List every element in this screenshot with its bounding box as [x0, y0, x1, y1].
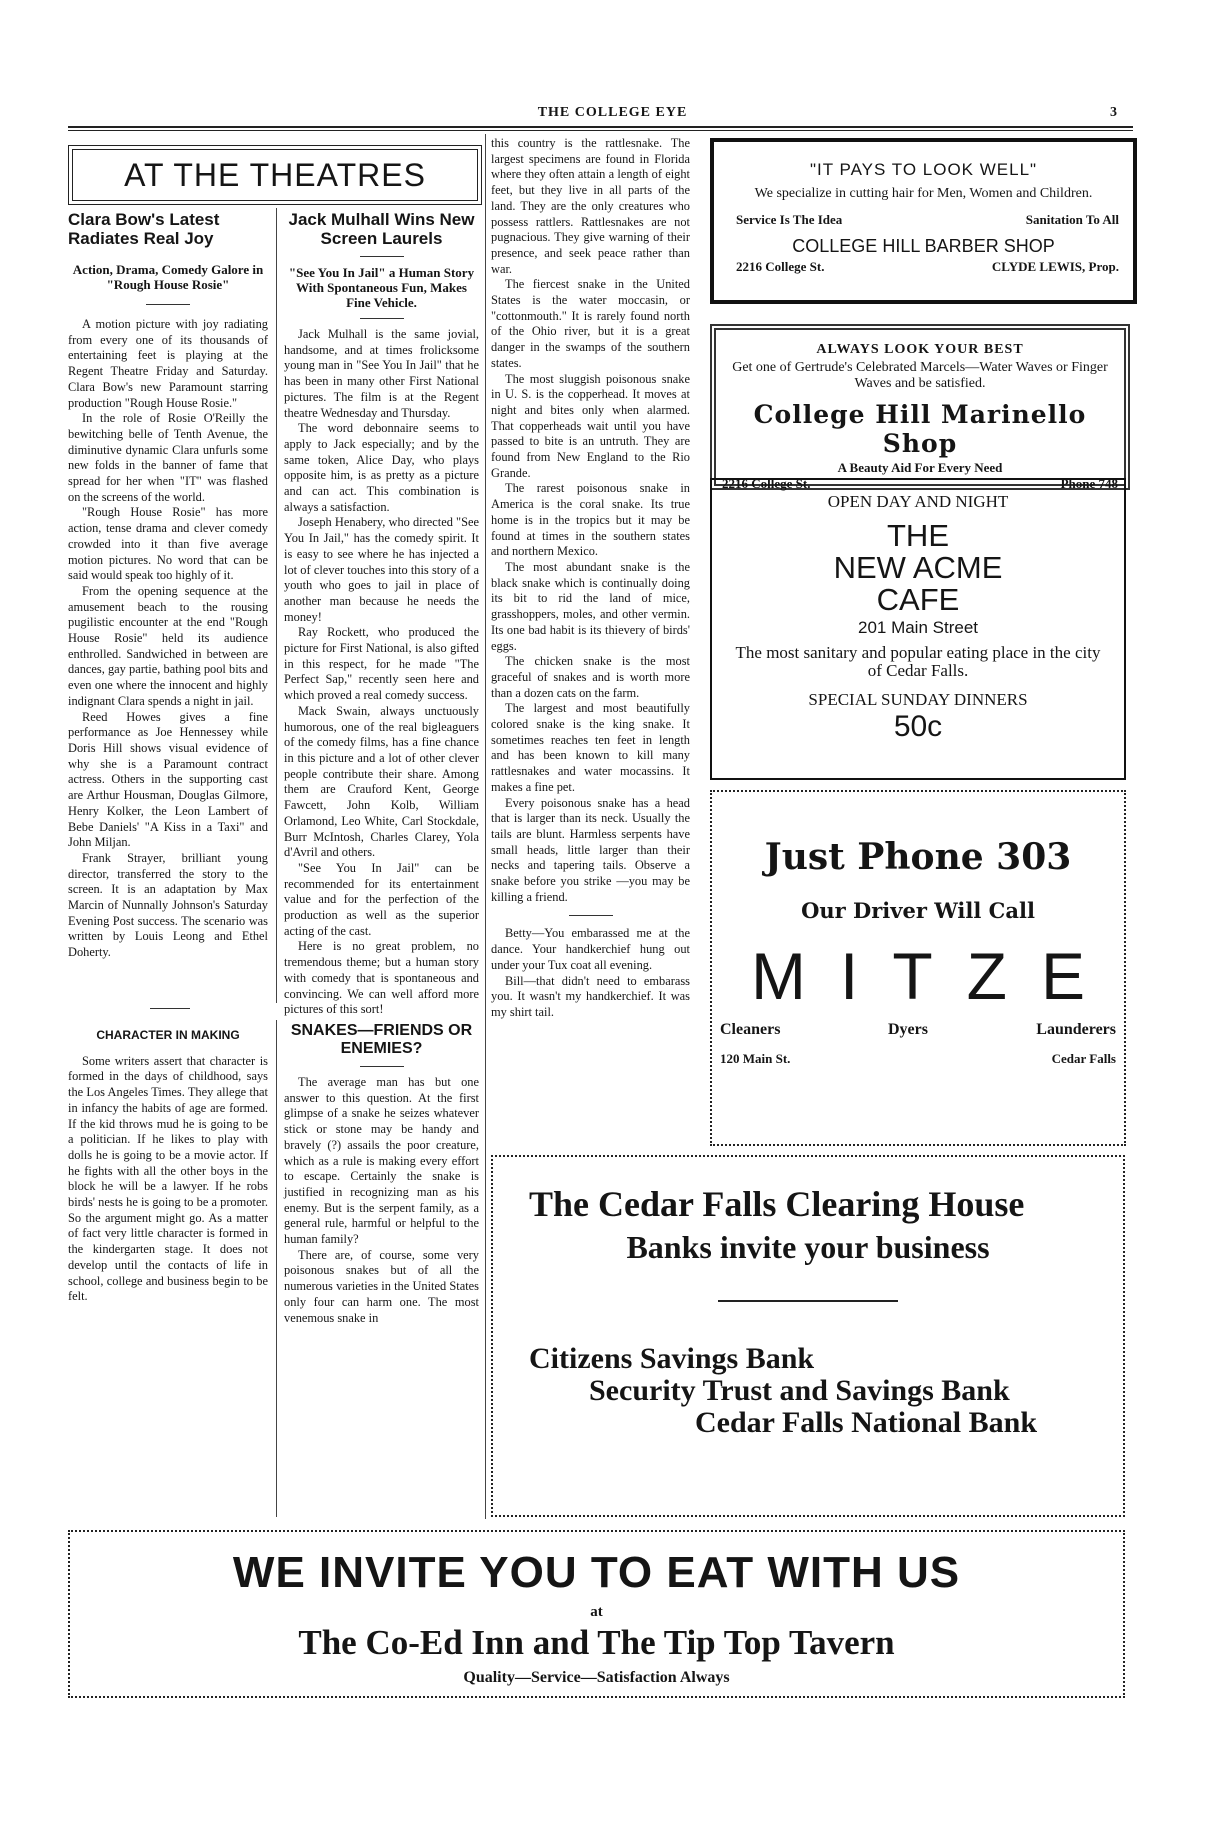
divider: [360, 256, 404, 257]
mitze-driver: Our Driver Will Call: [801, 898, 1035, 923]
mitze-cleaners: Cleaners: [720, 1021, 781, 1038]
snakes-paragraph: The most abundant snake is the black snake which is continually doing its bit to rid the land of mice, grasshoppers, moles, and other vermin. Its one bad habit is its thievery of birds' eggs.: [491, 559, 690, 653]
mulhall-headline: Jack Mulhall Wins New Screen Laurels: [288, 210, 475, 248]
bank-name: Security Trust and Savings Bank: [589, 1374, 1010, 1407]
character-paragraph: Some writers assert that character is formed in the days of childhood, says the Los Angeles Times. They allege that in infancy the habits of age are formed. If the kid throws mud he is going to be a politician. If he likes to play with dolls he is going to be a movie actor. If he fights with all the other boys in the block he will be a lawyer. If he robs birds' nests he is going to be a promoter. So the argument might go. As a matter of fact very little character is formed in the kindergarten stage. It does not develop until the contacts of life in school, college and business begin to be felt.: [68, 1053, 268, 1304]
divider: [360, 1066, 404, 1067]
barber-line: We specialize in cutting hair for Men, Women and Children.: [754, 186, 1093, 201]
acme-price: 50c: [893, 710, 943, 743]
barber-owner: CLYDE LEWIS, Prop.: [991, 259, 1119, 274]
acme-the: THE: [887, 518, 949, 553]
bill-line: Bill—that didn't need to embarass you. It wasn't my handkerchief. It was my shirt tail.: [491, 973, 690, 1019]
column-rule: [485, 134, 486, 1519]
mulhall-paragraph: Jack Mulhall is the same jovial, handsome, and at times frolicksome young man in "See You In Jail" that he has been in many other First National pictures. The film is at the Regent theatre Wednesday and Thursday.: [284, 327, 479, 420]
snakes-paragraph: this country is the rattlesnake. The largest specimens are found in Florida where they often attain a length of eight feet, but they live in all parts of the land. They are the only creatures who possess rattlers. Rattlesnakes are not pugnacious. They give warning of their presence, and seek peace rather than war.: [491, 136, 690, 276]
clara-bow-article: [68, 210, 268, 961]
barber-name: COLLEGE HILL BARBER SHOP: [792, 236, 1055, 256]
mulhall-paragraph: The word debonnaire seems to apply to Jack especially; and by the same token, Alice Day, who plays opposite him, is as pretty as a picture and can act. This combination is always a satisfaction.: [284, 421, 479, 514]
mitze-city: Cedar Falls: [1051, 1051, 1116, 1066]
acme-top: OPEN DAY AND NIGHT: [827, 492, 1009, 511]
barber-left: Service Is The Idea: [736, 212, 843, 227]
character-article: [68, 1028, 268, 1305]
betty-line: Betty—You embarassed me at the dance. Your handkerchief hung out under your Tux coat all evening.: [491, 926, 690, 972]
mitze-address: 120 Main St.: [720, 1051, 791, 1066]
coed-line1: WE INVITE YOU TO EAT WITH US: [232, 1548, 961, 1597]
banks-ad: [491, 1155, 1125, 1517]
snakes-paragraph: The largest and most beautifully colored snake is the king snake. It sometimes reaches ten feet in length and has been known to kill many rattlesnakes and water mocassins. It makes a fine pet.: [491, 701, 690, 794]
mulhall-paragraph: "See You In Jail" can be recommended for its entertainment value and for the perfection of the production as well as the superior acting of the cast.: [284, 860, 479, 938]
snakes-paragraph: There are, of course, some very poisonous snakes but of all the numerous varieties in the United States only four can harm one. The most venemous snake in: [284, 1247, 479, 1325]
page-header: [0, 105, 1225, 127]
header-rule-thin: [68, 130, 1133, 131]
marinello-ad: [710, 324, 1130, 490]
snakes-article: [284, 1022, 479, 1326]
clara-paragraph: "Rough House Rosie" has more action, tense drama and clever comedy crowded into it than five average motion pictures. No word that can be said would speak too highly of it.: [68, 505, 268, 583]
mulhall-paragraph: Here is no great problem, no tremendous theme; but a human story with comedy that is spontaneous and convincing. We can well afford more pictures of this sort!: [284, 939, 479, 1017]
theatres-banner: [68, 145, 482, 205]
snakes-paragraph: Every poisonous snake has a head that is larger than its neck. Usually the tails are blunt. Harmless serpents have small heads, little larger than their necks and tapering tails. Observe a snake before you strike —you may be killing a friend.: [491, 795, 690, 904]
divider: [150, 1008, 190, 1009]
barber-address: 2216 College St.: [736, 259, 825, 274]
acme-cafe: CAFE: [876, 582, 960, 617]
marinello-headline: ALWAYS LOOK YOUR BEST: [816, 342, 1024, 357]
snakes-paragraph: The chicken snake is the most graceful of snakes and is worth more than a dozen cats on the farm.: [491, 654, 690, 700]
column-rule: [276, 1020, 277, 1517]
snakes-paragraph: The rarest poisonous snake in America is the coral snake. Its true home is in the tropics but it may be found at times in the southern states and northern Mexico.: [491, 481, 690, 559]
bank-name: Cedar Falls National Bank: [695, 1406, 1037, 1439]
mulhall-paragraph: Mack Swain, always unctuously humorous, one of the real bigleaguers of the comedy films, has a fine chance in this picture and a lot of other clever people contribute their share. Among them are Crauford Kent, George Fawcett, John Kolb, William Orlamond, Leo White, Carl Stockdale, Burr McIntosh, Charles Clarey, Yola d'Avril and others.: [284, 703, 479, 860]
snakes-headline: SNAKES—FRIENDS OR ENEMIES?: [290, 1022, 473, 1057]
divider: [718, 1300, 898, 1302]
mitze-dyers: Dyers: [888, 1021, 928, 1038]
clara-paragraph: From the opening sequence at the amusement beach to the rousing pugilistic encounter at the end "Rough House Rosie" held its audience enthrolled. Sandwiched in between are dances, gay partie, bathing pool bits and even one where the innocent and highly indignant Clara spends a night in jail.: [68, 583, 268, 708]
coed-inn-ad: [68, 1530, 1125, 1698]
acme-line: The most sanitary and popular eating place in the city of Cedar Falls.: [735, 643, 1101, 680]
clara-paragraph: In the role of Rosie O'Reilly the bewitching belle of Tenth Avenue, the diminutive dynamic Clara unfurls some new folds in the banner of fame that spread for her when "IT" was flashed on the screens of the world.: [68, 411, 268, 504]
marinello-line: Get one of Gertrude's Celebrated Marcels—Water Waves or Finger Waves and be satisfied.: [732, 360, 1108, 391]
mitze-ad: [710, 790, 1126, 1146]
clara-paragraph: A motion picture with joy radiating from every one of its thousands of entertaining feet is playing at the Regent Theatre Friday and Saturday. Clara Bow's new Paramount starring production "Rough House Rosie.": [68, 317, 268, 410]
mulhall-subhead: "See You In Jail" a Human Story With Spontaneous Fun, Makes Fine Vehicle.: [288, 265, 475, 310]
barber-slogan: "IT PAYS TO LOOK WELL": [809, 160, 1038, 179]
mitze-launderers: Launderers: [1036, 1021, 1116, 1038]
mulhall-paragraph: Joseph Henabery, who directed "See You In Jail," has the comedy spirit. It is easy to see where he has injected a lot of clever touches into this story of a youth who goes to jail in place of another man because he needs the money!: [284, 515, 479, 624]
divider: [360, 318, 404, 319]
marinello-tagline: A Beauty Aid For Every Need: [837, 460, 1003, 475]
mulhall-paragraph: Ray Rockett, who produced the picture for First National, is also gifted in this respect, for he made "The Perfect Sap," recently seen here and which proved a real comedy success.: [284, 625, 479, 703]
paper-title: THE COLLEGE EYE: [537, 105, 688, 120]
clara-subhead: Action, Drama, Comedy Galore in "Rough House Rosie": [72, 262, 264, 292]
bank-name: Citizens Savings Bank: [529, 1342, 815, 1375]
marinello-phone: Phone 748: [1060, 476, 1118, 491]
clara-headline: Clara Bow's Latest Radiates Real Joy: [68, 210, 220, 248]
page-number: 3: [1110, 105, 1117, 120]
divider: [569, 915, 613, 916]
barber-ad: [710, 138, 1137, 304]
coed-at: at: [590, 1604, 603, 1620]
marinello-name: College Hill Marinello Shop: [753, 400, 1087, 458]
acme-special: SPECIAL SUNDAY DINNERS: [808, 690, 1028, 709]
snakes-continued: [491, 136, 690, 1021]
banks-line1: The Cedar Falls Clearing House: [529, 1184, 1025, 1224]
marinello-address: 2216 College St.: [722, 476, 811, 491]
clara-paragraph: Reed Howes gives a fine performance as Joe Hennessey while Doris Hill shows visual evidence of why she is a Paramount contract actress. Others in the supporting cast are Arthur Housman, Douglas Gilmore, Henry Kolker, the Leon Lambert of Bebe Daniels' "A Kiss in a Taxi" and John Miljan.: [68, 709, 268, 850]
coed-line3: Quality—Service—Satisfaction Always: [463, 1669, 730, 1686]
barber-right: Sanitation To All: [1025, 212, 1119, 227]
snakes-paragraph: The most sluggish poisonous snake in U. S. is the copperhead. It moves at night and bites only when alarmed. That copperheads wait until you have passed to bite is an untruth. They are found from New England to the Rio Grande.: [491, 371, 690, 480]
mitze-phone: Just Phone 303: [764, 836, 1072, 878]
banks-line2: Banks invite your business: [626, 1229, 990, 1265]
theatres-banner-text: AT THE THEATRES: [124, 157, 426, 193]
coed-line2: The Co-Ed Inn and The Tip Top Tavern: [298, 1623, 895, 1662]
character-headline: CHARACTER IN MAKING: [96, 1028, 240, 1042]
mulhall-article: [284, 210, 479, 1018]
acme-cafe-ad: [710, 478, 1126, 780]
snakes-paragraph: The fiercest snake in the United States is the water moccasin, or "cottonmouth." It is rarely found north of the Ohio river, but it is a great danger in the swamps of the southern states.: [491, 277, 690, 370]
clara-paragraph: Frank Strayer, brilliant young director, transferred the story to the screen. It is an adaptation by Max Marcin of Nunnally Johnson's Saturday Evening Post success. The scenario was written by Louis Leong and Ethel Doherty.: [68, 850, 268, 960]
acme-name: NEW ACME: [833, 550, 1003, 585]
mitze-name: MITZE: [751, 939, 1119, 1013]
divider: [146, 304, 190, 305]
snakes-paragraph: The average man has but one answer to this question. At the first glimpse of a snake he seizes whatever stick or stone may be handy and bravely (?) assails the poor creature, which as a rule is making every effort to escape. Certainly the snake is justified in recognizing man as his enemy. But is the serpent family, as a general rule, harmful or helpful to the human family?: [284, 1075, 479, 1247]
header-rule: [68, 126, 1133, 128]
column-rule: [276, 208, 277, 1003]
acme-address: 201 Main Street: [857, 618, 978, 637]
